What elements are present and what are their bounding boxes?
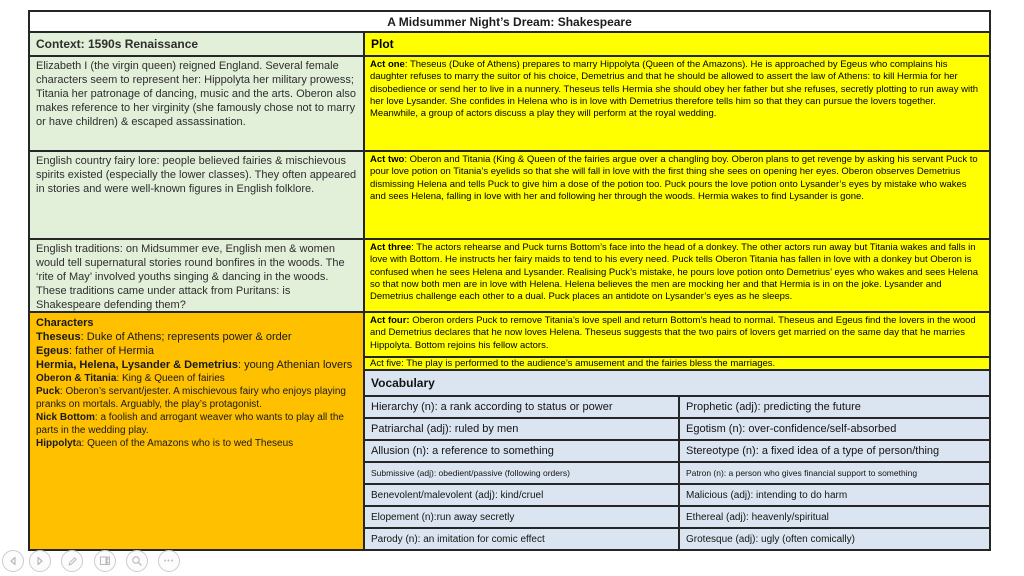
character-entry: Nick Bottom: a foolish and arrogant weaver who wants to play all the parts in the wedding play.: [36, 412, 344, 437]
context-cell-traditions: English traditions: on Midsummer eve, English men & women would tell supernatural stories round bonfires in the woods. The ‘rite of May’ involved youths singing & dancing in the woods. These traditions came under attack from Puritans: is Shakespeare defending them?: [29, 239, 364, 312]
context-header: Context: 1590s Renaissance: [29, 32, 364, 56]
context-cell-fairy-lore: English country fairy lore: people believed fairies & mischievous spirits existed (especially the lower classes). They often appeared in stories and were well-known figures in English folklore.: [29, 151, 364, 239]
see-all-slides-button[interactable]: [94, 550, 116, 572]
character-entry: Theseus: Duke of Athens; represents power & order: [36, 331, 292, 344]
characters-header: Characters: [36, 317, 94, 329]
vocab-patron: Patron (n): a person who gives financial support to something: [679, 462, 990, 484]
plot-act-three: Act three: The actors rehearse and Puck turns Bottom’s face into the head of a donkey. The other actors run away but Titania wakes and falls in love with Bottom. He instructs her fairy maids to tend to his every need. Puck tells Oberon Titania has fallen in love with a donkey but Oberon is confused when he sees Helena and Lysander. Realising Puck’s mistake, he pours love potion onto Demetrius’ eyes who wakes and sees Helena so that now both men are in love with Helena. Helena believes the men are mocking her and that Hermia is in on the joke. Lysander and Demetrius challenge each other to a dual. Puck places an antidote on Lysander’s eyes as he sleeps.: [364, 239, 990, 312]
characters-cell: [29, 312, 364, 550]
vocab-parody: Parody (n): an imitation for comic effect: [364, 528, 679, 550]
page-title: A Midsummer Night’s Dream: Shakespeare: [29, 11, 990, 32]
pen-icon: [67, 556, 78, 567]
slideshow-controls: [2, 550, 202, 576]
vocab-patriarchal: Patriarchal (adj): ruled by men: [364, 418, 679, 440]
character-entry: Puck: Oberon’s servant/jester. A mischievous fairy who enjoys playing pranks on mortals. Arguably, the play’s protagonist.: [36, 386, 346, 411]
see-all-slides-icon: [99, 555, 111, 567]
character-entry: Hippolyta: Queen of the Amazons who is to wed Theseus: [36, 438, 294, 450]
plot-header: Plot: [364, 32, 990, 56]
vocab-malicious: Malicious (adj): intending to do harm: [679, 484, 990, 506]
character-entry: Egeus: father of Hermia: [36, 345, 154, 358]
vocab-allusion: Allusion (n): a reference to something: [364, 440, 679, 462]
plot-act-five: Act five: The play is performed to the audience’s amusement and the fairies bless the marriages.: [364, 357, 990, 370]
vocab-stereotype: Stereotype (n): a fixed idea of a type of person/thing: [679, 440, 990, 462]
vocab-submissive: Submissive (adj): obedient/passive (following orders): [364, 462, 679, 484]
context-cell-elizabeth: Elizabeth I (the virgin queen) reigned England. Several female characters seem to represent her: Hippolyta her military prowess; Titania her patronage of dancing, music and the arts. Oberon also makes reference to her virginity (she famously chose not to marry or have children) & escaped assassination.: [29, 56, 364, 151]
vocab-grotesque: Grotesque (adj): ugly (often comically): [679, 528, 990, 550]
vocab-prophetic: Prophetic (adj): predicting the future: [679, 396, 990, 418]
vocab-elopement: Elopement (n):run away secretly: [364, 506, 679, 528]
previous-slide-icon: [8, 556, 18, 566]
vocab-hierarchy: Hierarchy (n): a rank according to status or power: [364, 396, 679, 418]
next-slide-button[interactable]: [29, 550, 51, 572]
next-slide-icon: [35, 556, 45, 566]
character-entry: Oberon & Titania: King & Queen of fairies: [36, 373, 225, 385]
previous-slide-button[interactable]: [2, 550, 24, 572]
character-entry: Hermia, Helena, Lysander & Demetrius: young Athenian lovers: [36, 359, 353, 372]
pen-button[interactable]: [61, 550, 83, 572]
more-options-button[interactable]: [158, 550, 180, 572]
vocab-egotism: Egotism (n): over-confidence/self-absorbed: [679, 418, 990, 440]
knowledge-organizer-table: [28, 10, 991, 551]
vocab-ethereal: Ethereal (adj): heavenly/spiritual: [679, 506, 990, 528]
vocab-benevolent: Benevolent/malevolent (adj): kind/cruel: [364, 484, 679, 506]
plot-act-four: Act four: Oberon orders Puck to remove Titania’s love spell and return Bottom’s head to normal. Theseus and Egeus find the lovers in the wood and Demetrius declares that he now loves Helena. Theseus suggests that the two pairs of lovers get married on the same day that he marries Hippolyta. Bottom rejoins his fellow actors.: [364, 312, 990, 357]
zoom-button[interactable]: [126, 550, 148, 572]
plot-act-one: Act one: Theseus (Duke of Athens) prepares to marry Hippolyta (Queen of the Amazons). He is approached by Egeus who complains his daughter refuses to marry the suitor of his choice, Demetrius and that he should be allowed to assert the law of Athens: to kill Hermia for her disobedience or send her to live in a nunnery. Theseus tells Hermia she should obey her father but she refuses, secretly plotting to run away with her love Lysander. She confides in Helena who is in love with Demetrius therefore tells him so that they can pursue the lovers together. Meanwhile, a group of actors discuss a play they will perform at the royal wedding.: [364, 56, 990, 151]
more-options-icon: •••: [163, 557, 175, 565]
plot-act-two: Act two: Oberon and Titania (King & Queen of the fairies argue over a changling boy. Oberon plans to get revenge by asking his servant Puck to pour love potion on Titania’s eyelids so that she will fall in love with the first thing she sees on opening her eyes. Oberon observes Demetrius dismissing Helena and tells Puck to give him a dose of the potion too. Puck pours the love potion onto Lysander’s eyes by mistake who wakes and sees Helena, falling in love with her and following her through the woods. Hermia wakes to find Lysander is gone.: [364, 151, 990, 239]
vocabulary-header: Vocabulary: [364, 370, 990, 396]
zoom-icon: [131, 555, 143, 567]
